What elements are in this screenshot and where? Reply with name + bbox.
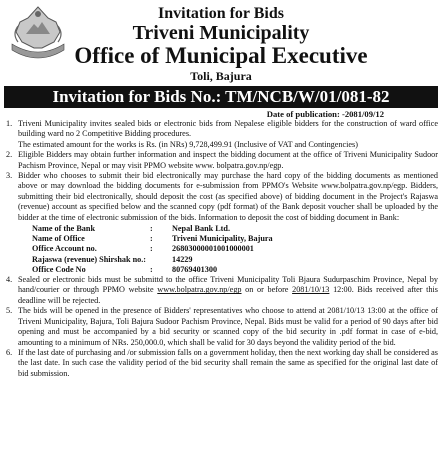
bank-label: Name of the Bank — [32, 224, 95, 234]
item-number: 4. — [6, 275, 13, 285]
bank-value: 80769401300 — [172, 264, 218, 274]
bank-separator: : — [150, 234, 153, 244]
header-location: Toli, Bajura — [190, 69, 252, 83]
list-item-2 — [4, 150, 438, 171]
bank-row — [32, 255, 438, 265]
header-invitation-title: Invitation for Bids — [158, 5, 284, 22]
bank-row — [32, 224, 438, 234]
item-text: If the last date of purchasing and /or submission falls on a government holiday, then the next working day shall be considered as the last date. In such case the validity period of the bid security shall remain the same as specified for the original last date of bid submission. — [18, 347, 438, 378]
list-item-5 — [4, 306, 438, 348]
bank-row — [32, 234, 438, 244]
bank-row — [32, 244, 438, 254]
bank-label: Office Account no. — [32, 244, 97, 254]
bank-label: Rajaswa (revenue) Shirshak no.: — [32, 254, 147, 264]
ppmo-website-link[interactable]: www.bolpatra.gov.np/egp — [157, 285, 242, 295]
bank-value: Nepal Bank Ltd. — [172, 224, 231, 234]
bank-label: Office Code No — [32, 264, 86, 274]
nepal-emblem-icon — [6, 4, 70, 62]
header-municipality-name: Triveni Municipality — [132, 22, 310, 44]
bank-row — [32, 265, 438, 275]
bank-value: Triveni Municipality, Bajura — [172, 234, 273, 244]
bid-number-banner: Invitation for Bids No.: TM/NCB/W/01/081-82 — [4, 86, 438, 108]
bank-value: 26803000001001000001 — [172, 244, 254, 254]
bank-label: Name of Office — [32, 234, 85, 244]
estimated-amount: The estimated amount for the works is Rs. (in NRs) 9,728,499.91 (Inclusive of VAT and Contingencies) — [18, 139, 358, 149]
bank-separator: : — [150, 244, 153, 254]
bank-separator: : — [150, 264, 153, 274]
list-item-6 — [4, 348, 438, 379]
deadline-date: 2081/10/13 — [292, 285, 330, 295]
item-number: 5. — [6, 306, 13, 316]
item-number: 3. — [6, 171, 13, 181]
item-number: 6. — [6, 347, 13, 357]
item-text: 12:00. Bids received after this deadline will be rejected. — [18, 285, 438, 305]
item-text: Sealed or electronic bids must be submittd to the office Triveni Municipality Toli Bjaura Sudurpaschim Province, Nepal by hand/courier or through PPMO website — [18, 275, 438, 295]
list-item-3 — [4, 171, 438, 275]
item-text: Eligible Bidders may obtain further information and inspect the bidding document at the office of Triveni Municipality Sudoor Pachism Province, Nepal or may visit PPMO website www. bolpatra.gov.np/egp. — [18, 150, 438, 170]
bank-value: 14229 — [172, 254, 193, 264]
publication-date: Date of publication: -2081/09/12 — [266, 109, 384, 119]
item-number: 2. — [6, 150, 13, 160]
list-item-4 — [4, 275, 438, 306]
notice-list — [4, 119, 438, 379]
item-text: The bids will be opened in the presence of Bidders' representatives who choose to attend at 2081/10/13 13:00 at the office of Triveni Municipality, Bajura, Toli Bajura Sudoor Pachism Province, Nepal. Bids must be valid for a period of 90 days after bid opening and must be accompanied by a bid security or scanned copy of the bid security in .pdf format in case of e-bid, amounting to a minimum of NRs. 250,000.0, which shall be valid for 30 days beyond the validity period of the bid. — [18, 306, 438, 347]
bank-separator: : — [150, 224, 153, 234]
item-number: 1. — [6, 119, 13, 128]
item-text: Bidder who chooses to submit their bid electronically may purchase the hard copy of the bidding documents as mentioned above or may download the bidding documents for e-submission from PPMO's Website www.bolpatra.gov.np/egp. Bidders, submitting their bid electronically, should deposit the cost (as specified above) of bidding document in the Project's Rajaswa (revenue) account as specified below and the scanned copy (pdf format) of the Bank deposit voucher shall be uploaded by the bidder at the time of electronic submission of the bids. Information to deposit the cost of bidding document in Bank: — [18, 171, 438, 222]
header-office-name: Office of Municipal Executive — [74, 43, 368, 68]
list-item-1 — [4, 119, 438, 150]
bank-details — [32, 224, 438, 275]
item-text: on or before — [241, 285, 293, 295]
item-text: Triveni Municipality invites sealed bids or electronic bids from Nepalese eligible bidders for the construction of ward office building ward no 2 Competitive Bidding procedures. — [18, 119, 438, 139]
